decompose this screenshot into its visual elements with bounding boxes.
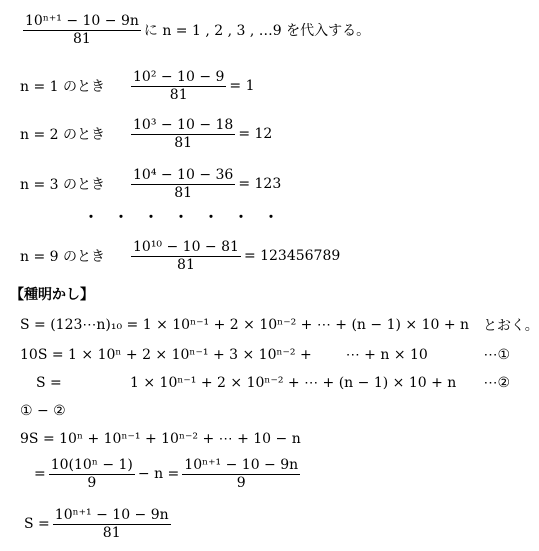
case-label: n = 2 のとき xyxy=(20,127,106,143)
case-label: n = 3 のとき xyxy=(20,177,106,193)
equation-2-lhs: S = xyxy=(36,375,62,391)
step-2-fraction-2-denominator: 9 xyxy=(236,474,246,491)
difference-row xyxy=(20,396,66,426)
case-row xyxy=(20,236,340,276)
ellipsis-row xyxy=(84,202,294,232)
equation-1 xyxy=(20,340,510,370)
sum-9s-expr: 9S = 10ⁿ + 10ⁿ⁻¹ + 10ⁿ⁻² + ⋯ + 10 − n xyxy=(20,431,301,447)
intro-line xyxy=(20,10,370,50)
case-denominator: 81 xyxy=(174,134,193,151)
case-result: = 123456789 xyxy=(243,248,341,264)
equation-2-tag: ⋯② xyxy=(483,375,510,391)
final-lhs: S = xyxy=(24,516,50,532)
s-definition xyxy=(20,310,539,340)
final-numerator: 10ⁿ⁺¹ − 10 − 9n xyxy=(54,506,169,523)
case-fraction xyxy=(131,117,235,152)
s-definition-expr: S = (123⋯n)₁₀ = 1 × 10ⁿ⁻¹ + 2 × 10ⁿ⁻² + ⋯ + (n − 1) × 10 + n xyxy=(20,317,470,333)
equation-2-expr: 1 × 10ⁿ⁻¹ + 2 × 10ⁿ⁻² + ⋯ + (n − 1) × 10 + n xyxy=(130,375,457,391)
case-row xyxy=(20,66,255,106)
case-denominator: 81 xyxy=(174,184,193,201)
case-fraction xyxy=(131,167,235,202)
step-2 xyxy=(34,452,303,496)
case-numerator: 10² − 10 − 9 xyxy=(133,68,225,85)
step-2-mid: − n = xyxy=(137,466,180,482)
final-result xyxy=(24,502,174,546)
equation-1-tag: ⋯① xyxy=(483,347,510,363)
s-definition-suffix: とおく。 xyxy=(483,318,539,334)
case-result: = 12 xyxy=(238,126,273,142)
case-row xyxy=(20,114,272,154)
intro-fraction-denominator: 81 xyxy=(73,30,91,47)
case-label: n = 9 のとき xyxy=(20,249,106,265)
case-denominator: 81 xyxy=(177,256,195,273)
case-result: = 123 xyxy=(238,176,282,192)
case-result: = 1 xyxy=(229,78,255,94)
intro-fraction xyxy=(23,13,141,48)
step-2-fraction-1-denominator: 9 xyxy=(87,474,97,491)
step-2-fraction-1 xyxy=(49,457,135,492)
difference-label: ① − ② xyxy=(20,403,66,419)
case-numerator: 10³ − 10 − 18 xyxy=(133,116,234,133)
case-numerator: 10¹⁰ − 10 − 81 xyxy=(133,238,239,255)
final-fraction xyxy=(53,507,171,542)
equation-1-expr: 10S = 1 × 10ⁿ + 2 × 10ⁿ⁻¹ + 3 × 10ⁿ⁻² + xyxy=(20,347,312,363)
heading-row xyxy=(10,280,94,308)
step-2-fraction-1-numerator: 10(10ⁿ − 1) xyxy=(50,456,133,473)
intro-text: に n = 1 , 2 , 3 , …9 を代入する。 xyxy=(143,23,371,39)
case-row xyxy=(20,164,281,204)
sum-9s xyxy=(20,424,301,454)
case-fraction xyxy=(131,239,241,274)
equation-2 xyxy=(36,368,510,398)
step-2-fraction-2 xyxy=(182,457,300,492)
case-label: n = 1 のとき xyxy=(20,79,106,95)
section-heading: 【種明かし】 xyxy=(10,287,94,303)
case-fraction xyxy=(131,69,226,104)
ellipsis-dots: ・・・・・・・ xyxy=(84,210,294,226)
case-denominator: 81 xyxy=(169,86,188,103)
equation-1-mid: ⋯ + n × 10 xyxy=(345,347,428,363)
intro-fraction-numerator: 10ⁿ⁺¹ − 10 − 9n xyxy=(25,12,139,29)
step-2-equals: = xyxy=(34,466,46,482)
case-numerator: 10⁴ − 10 − 36 xyxy=(133,166,234,183)
final-denominator: 81 xyxy=(102,524,121,541)
step-2-fraction-2-numerator: 10ⁿ⁺¹ − 10 − 9n xyxy=(184,456,299,473)
